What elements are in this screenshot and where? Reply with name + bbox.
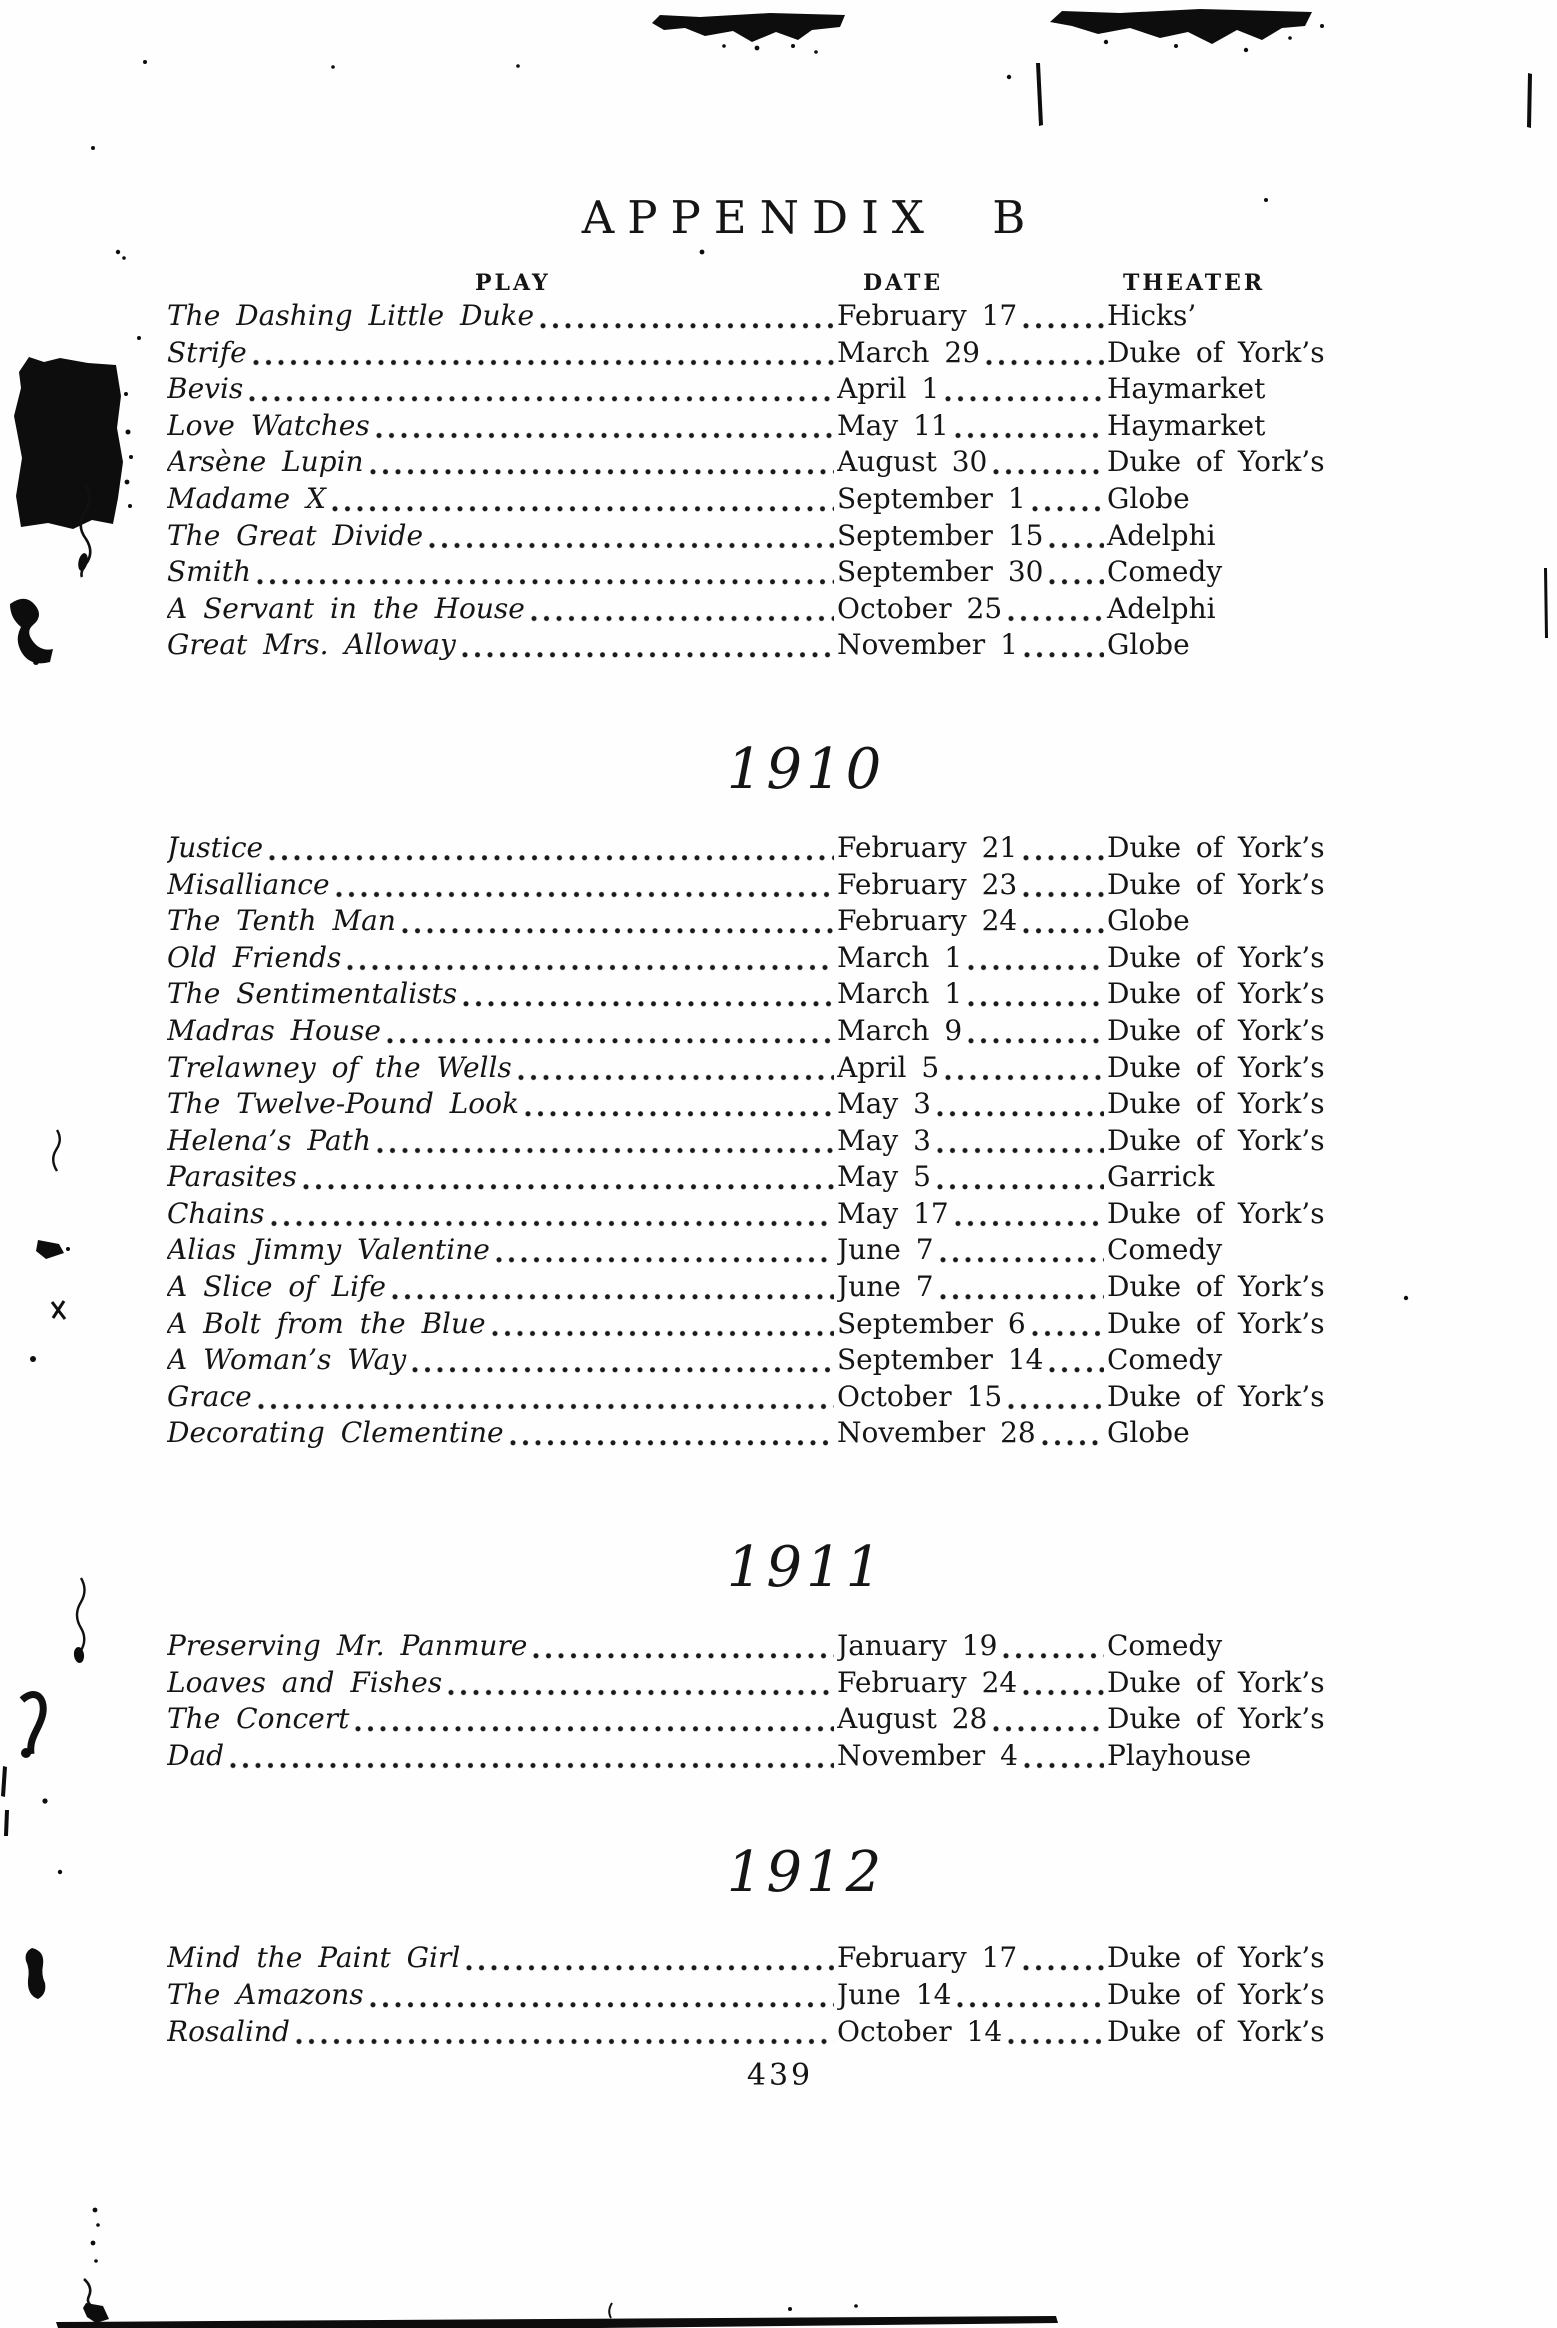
table-row [167,1628,1393,1665]
dot-leader [400,903,834,940]
play-title: Parasites [167,1160,297,1194]
play-title: Grace [167,1379,252,1413]
dot-leader [955,1977,1104,2014]
year-section [167,1520,1393,1774]
table-row [167,976,1393,1013]
play-title: A Bolt from the Blue [167,1306,486,1340]
dot-leader [490,1306,834,1343]
dot-leader [1021,903,1104,940]
dot-leader [953,1196,1104,1233]
dot-leader [494,1232,834,1269]
dot-leader [943,1050,1104,1087]
dot-leader [294,2014,834,2051]
dot-leader [935,1159,1104,1196]
column-header-date: DATE [863,270,944,296]
dot-leader [390,1269,834,1306]
rows [167,830,1393,1452]
page-number: 439 [746,2058,814,2094]
premiere-date: June 7 [837,1270,934,1304]
dot-leader [334,867,834,904]
table-column-headers [167,268,1393,298]
dot-leader [508,1415,834,1452]
dot-leader [1022,627,1104,664]
dot-leader [228,1738,834,1775]
table-row [167,940,1393,977]
premiere-date: May 5 [837,1160,931,1194]
premiere-date: February 23 [837,867,1018,901]
dot-leader [531,1628,834,1665]
squiggle-mark [81,486,91,577]
dot-leader [1006,591,1104,628]
table-row [167,371,1393,408]
play-title: The Amazons [167,1978,364,2011]
table-row [167,1738,1393,1775]
theater-name: Duke of York’s [1107,1379,1325,1413]
premiere-date: June 7 [837,1233,934,1267]
dot-leader [1022,1738,1104,1775]
theater-name: Duke of York’s [1107,1978,1325,2011]
premiere-date: September 6 [837,1306,1026,1340]
theater-name: Globe [1107,904,1190,938]
table-row [167,335,1393,372]
pen-stroke [1036,63,1043,126]
table-row [167,1013,1393,1050]
dot-leader [1047,518,1104,555]
dot-leader [1030,1306,1104,1343]
premiere-date: March 9 [837,1013,963,1047]
dot-leader [256,1379,834,1416]
table-row [167,1701,1393,1738]
premiere-date: May 3 [837,1123,931,1157]
premiere-date: October 15 [837,1379,1003,1413]
year-heading: 1912 [726,1840,886,1906]
premiere-date: November 1 [837,628,1018,662]
dot-leader [943,371,1104,408]
play-title: Dad [167,1738,225,1772]
dot-leader [368,1977,834,2014]
theater-name: Duke of York’s [1107,445,1325,479]
theater-name: Duke of York’s [1107,1087,1325,1121]
theater-name: Hicks’ [1107,299,1197,332]
table-row [167,830,1393,867]
premiere-date: August 30 [837,445,988,479]
play-title: A Servant in the House [167,591,525,625]
premiere-date: September 30 [837,555,1044,589]
pen-stroke [1544,568,1548,638]
play-title: Alias Jimmy Valentine [167,1233,490,1267]
squiggle-mark [77,1578,85,1652]
premiere-date: March 29 [837,335,980,369]
table-row [167,1086,1393,1123]
dot-leader [446,1665,834,1702]
table-row [167,1940,1393,1977]
smudge-mark [83,2303,109,2323]
dot-leader [529,591,834,628]
premiere-date: May 11 [837,408,949,442]
play-title: The Great Divide [167,518,424,552]
dot-leader [1040,1415,1104,1452]
premiere-date: November 28 [837,1416,1036,1450]
rows [167,1628,1393,1774]
play-title: Misalliance [167,867,330,901]
theater-name: Garrick [1107,1160,1215,1194]
year-section [167,298,1393,664]
play-title: Smith [167,555,251,589]
pen-stroke [1527,73,1532,128]
theater-name: Comedy [1107,1629,1223,1663]
theater-name: Comedy [1107,1233,1223,1267]
year-heading: 1910 [726,736,886,802]
table-row [167,1342,1393,1379]
table-row [167,1415,1393,1452]
play-title: Strife [167,335,247,369]
dot-leader [1021,867,1104,904]
dot-leader [991,444,1104,481]
table-row [167,867,1393,904]
table-row [167,1269,1393,1306]
table-row [167,408,1393,445]
sections [167,298,1393,2050]
play-title: Trelawney of the Wells [167,1050,512,1084]
year-heading: 1911 [726,1535,886,1601]
dot-leader [1006,2014,1104,2051]
play-title: Mind the Paint Girl [167,1941,461,1975]
dot-leader [966,940,1104,977]
theater-name: Duke of York’s [1107,1050,1325,1084]
dot-leader [345,940,834,977]
smudge-mark [22,1695,43,1754]
dot-leader [330,481,834,518]
theater-name: Duke of York’s [1107,1665,1325,1699]
dot-leader [267,830,834,867]
play-title: Loaves and Fishes [167,1665,443,1699]
play-title: Bevis [167,372,244,406]
play-title: Rosalind [167,2014,290,2048]
theater-name: Globe [1107,481,1190,515]
dot-leader [460,627,834,664]
dot-leader [269,1196,834,1233]
premiere-date: September 14 [837,1343,1044,1377]
dot-leader [938,1269,1104,1306]
dot-leader [1001,1628,1104,1665]
play-title: The Dashing Little Duke [167,299,535,332]
play-title: Chains [167,1196,265,1230]
dot-leader [1021,298,1104,335]
dot-leader [464,1940,834,1977]
table-row [167,554,1393,591]
theater-name: Comedy [1107,555,1223,589]
column-header-theater: THEATER [1123,270,1266,296]
dot-leader [523,1086,834,1123]
play-title: The Twelve-Pound Look [167,1087,519,1121]
theater-name: Haymarket [1107,408,1266,442]
premiere-date: October 14 [837,2014,1003,2048]
page-content [167,190,1393,2093]
premiere-date: March 1 [837,977,963,1011]
dot-leader [1021,1940,1104,1977]
theater-name: Duke of York’s [1107,2014,1325,2048]
dot-leader [375,1123,834,1160]
theater-name: Duke of York’s [1107,940,1325,974]
theater-name: Duke of York’s [1107,867,1325,901]
theater-name: Duke of York’s [1107,335,1325,369]
premiere-date: February 24 [837,904,1018,938]
dot-leader [374,408,834,445]
dot-leader [353,1701,834,1738]
dot-leader [966,1013,1104,1050]
premiere-date: November 4 [837,1738,1018,1772]
dot-leader [935,1123,1104,1160]
table-row [167,1665,1393,1702]
theater-name: Duke of York’s [1107,830,1325,864]
table-row [167,1123,1393,1160]
play-title: Madame X [167,481,326,515]
premiere-date: June 14 [837,1978,952,2011]
premiere-date: August 28 [837,1702,988,1736]
dot-leader [251,335,834,372]
dot-leader [301,1159,834,1196]
dot-leader [966,976,1104,1013]
theater-name: Duke of York’s [1107,1270,1325,1304]
dot-leader [461,976,834,1013]
theater-name: Duke of York’s [1107,1306,1325,1340]
dot-leader [1021,830,1104,867]
premiere-date: January 19 [837,1629,998,1663]
table-row [167,1379,1393,1416]
dot-leader [1030,481,1104,518]
table-row [167,444,1393,481]
cross-mark [52,1301,65,1319]
premiere-date: February 17 [837,299,1018,332]
theater-name: Duke of York’s [1107,1196,1325,1230]
play-title: The Concert [167,1702,350,1736]
table-row [167,298,1393,335]
dot-leader [247,371,834,408]
premiere-date: March 1 [837,940,963,974]
premiere-date: April 5 [837,1050,940,1084]
dot-leader [410,1342,834,1379]
table-row [167,1159,1393,1196]
theater-name: Duke of York’s [1107,1941,1325,1975]
dot-leader [991,1701,1104,1738]
dot-leader [385,1013,834,1050]
table-row [167,903,1393,940]
premiere-date: May 17 [837,1196,949,1230]
page-title: APPENDIX B [581,191,1039,244]
table-row [167,518,1393,555]
rows [167,1940,1393,2050]
table-row [167,1306,1393,1343]
dot-leader [953,408,1104,445]
rows [167,298,1393,664]
table-row [167,2014,1393,2051]
year-section [167,722,1393,1452]
play-title: Decorating Clementine [167,1416,504,1450]
dot-leader [938,1232,1104,1269]
theater-name: Duke of York’s [1107,1123,1325,1157]
play-title: Old Friends [167,940,342,974]
play-title: Preserving Mr. Panmure [167,1629,528,1663]
theater-name: Duke of York’s [1107,1702,1325,1736]
play-title: A Woman’s Way [167,1343,407,1377]
dot-leader [427,518,834,555]
play-title: Madras House [167,1013,381,1047]
premiere-date: February 17 [837,1941,1018,1975]
premiere-date: September 15 [837,518,1044,552]
table-row [167,1232,1393,1269]
theater-name: Duke of York’s [1107,977,1325,1011]
smudge-mark [36,1240,64,1259]
play-title: Love Watches [167,408,370,442]
dot-leader [538,298,834,335]
premiere-date: April 1 [837,372,940,406]
year-section [167,1825,1393,2050]
column-header-play: PLAY [475,270,551,296]
play-title: Great Mrs. Alloway [167,628,456,662]
table-row [167,1977,1393,2014]
squiggle-mark [84,2279,96,2308]
play-title: The Sentimentalists [167,977,458,1011]
theater-name: Adelphi [1107,518,1216,552]
premiere-date: September 1 [837,481,1026,515]
play-title: Arsène Lupin [167,445,364,479]
theater-name: Comedy [1107,1343,1223,1377]
theater-name: Playhouse [1107,1738,1252,1772]
play-title: Helena’s Path [167,1123,371,1157]
dot-leader [516,1050,834,1087]
theater-name: Haymarket [1107,372,1266,406]
dot-leader [255,554,834,591]
play-title: Justice [167,830,264,864]
page-edge-line [56,2316,1058,2328]
top-tear-mark [652,13,845,42]
dot-leader [935,1086,1104,1123]
smudge-mark [10,599,53,664]
premiere-date: February 21 [837,830,1018,864]
play-title: A Slice of Life [167,1270,386,1304]
top-tear-mark [1050,9,1312,44]
play-title: The Tenth Man [167,904,396,938]
table-row [167,627,1393,664]
dot-leader [1047,554,1104,591]
theater-name: Globe [1107,1416,1190,1450]
dot-leader [1006,1379,1104,1416]
theater-name: Adelphi [1107,591,1216,625]
smudge-mark [26,1948,46,1999]
table-row [167,481,1393,518]
dot-leader [368,444,834,481]
squiggle-mark [53,1130,60,1171]
theater-name: Duke of York’s [1107,1013,1325,1047]
dot-leader [1047,1342,1104,1379]
ink-blob [14,357,123,529]
premiere-date: February 24 [837,1665,1018,1699]
theater-name: Globe [1107,628,1190,662]
premiere-date: October 25 [837,591,1003,625]
dot-leader [984,335,1104,372]
table-row [167,1050,1393,1087]
table-row [167,591,1393,628]
table-row [167,1196,1393,1233]
dot-leader [1021,1665,1104,1702]
premiere-date: May 3 [837,1087,931,1121]
